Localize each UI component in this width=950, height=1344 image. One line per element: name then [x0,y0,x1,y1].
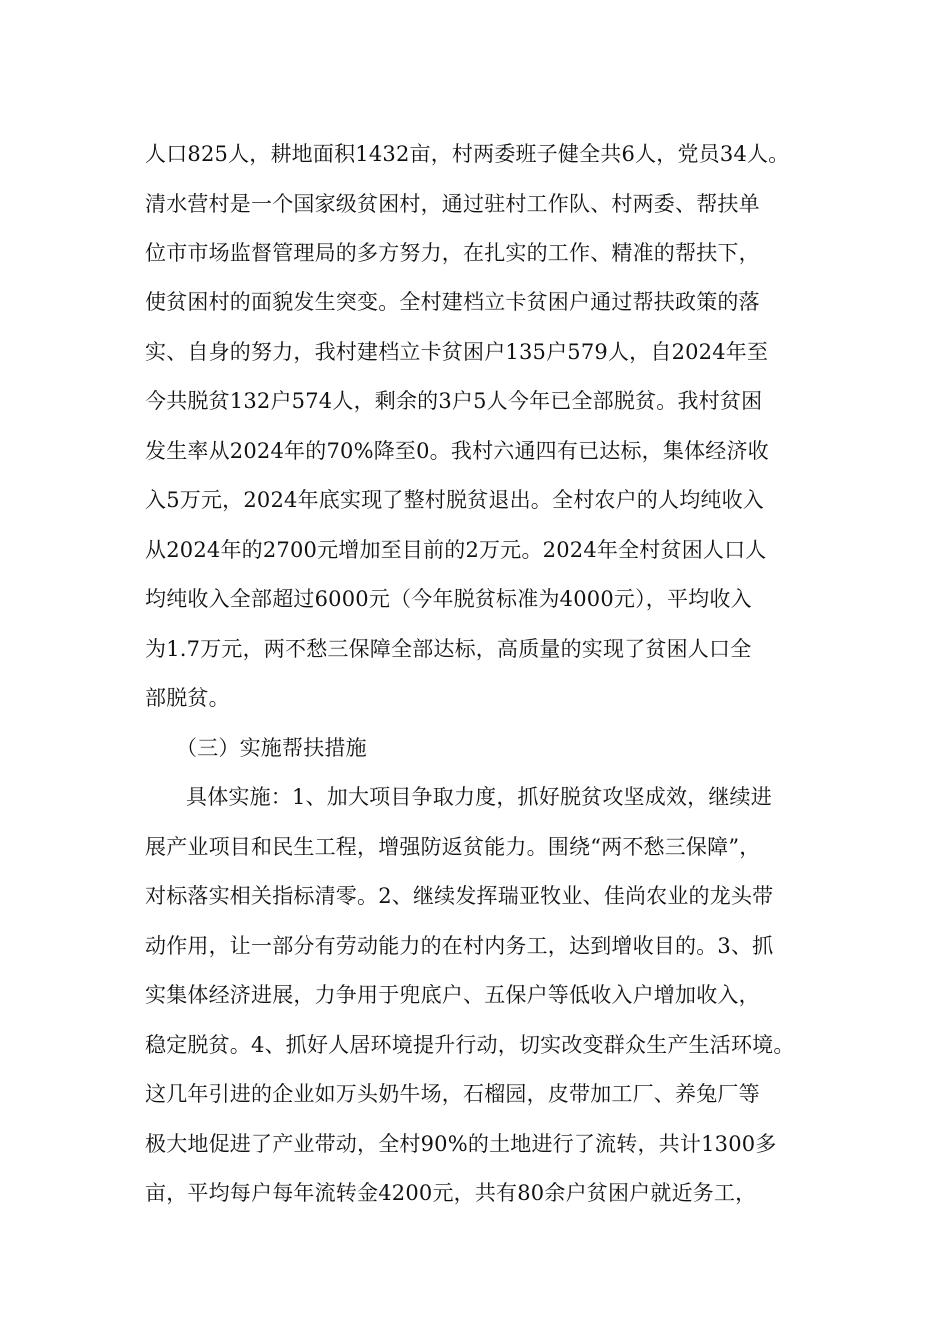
paragraph-line: 为1.7万元，两不愁三保障全部达标，高质量的实现了贫困人口全 [145,637,752,661]
paragraph-line: 均纯收入全部超过6000元（今年脱贫标准为4000元），平均收入 [145,587,752,611]
paragraph-line: 具体实施：1、加大项目争取力度，抓好脱贫攻坚成效，继续进 [186,785,772,809]
paragraph-line: 亩，平均每户每年流转金4200元，共有80余户贫困户就近务工， [145,1181,757,1205]
paragraph-line: 人口825人，耕地面积1432亩，村两委班子健全共6人，党员34人。 [145,142,790,166]
section-heading: （三）实施帮扶措施 [176,736,367,760]
paragraph-line: 今共脱贫132户574人，剩余的3户5人今年已全部脱贫。我村贫困 [145,389,763,413]
paragraph-line: 实、自身的努力，我村建档立卡贫困户135户579人，自2024年至 [145,340,769,364]
paragraph-line: 清水营村是一个国家级贫困村，通过驻村工作队、村两委、帮扶单 [145,192,760,216]
paragraph-line: 这几年引进的企业如万头奶牛场，石榴园，皮带加工厂、养兔厂等 [145,1082,760,1106]
paragraph-line: 位市市场监督管理局的多方努力，在扎实的工作、精准的帮扶下， [145,241,760,265]
paragraph-line: 从2024年的2700元增加至目前的2万元。2024年全村贫困人口人 [145,538,767,562]
paragraph-line: 入5万元，2024年底实现了整村脱贫退出。全村农户的人均纯收入 [145,488,765,512]
paragraph-line: 展产业项目和民生工程，增强防返贫能力。围绕“两不愁三保障”， [145,835,761,859]
paragraph-line: 部脱贫。 [145,686,230,710]
paragraph-line: 实集体经济进展，力争用于兜底户、五保户等低收入户增加收入， [145,983,760,1007]
paragraph-line: 稳定脱贫。4、抓好人居环境提升行动，切实改变群众生产生活环境。 [145,1033,795,1057]
paragraph-line: 使贫困村的面貌发生突变。全村建档立卡贫困户通过帮扶政策的落 [145,290,760,314]
paragraph-line: 对标落实相关指标清零。2、继续发挥瑞亚牧业、佳尚农业的龙头带 [145,884,774,908]
paragraph-line: 极大地促进了产业带动，全村90%的土地进行了流转，共计1300多 [145,1132,777,1156]
paragraph-line: 发生率从2024年的70%降至0。我村六通四有已达标，集体经济收 [145,439,769,463]
paragraph-line: 动作用，让一部分有劳动能力的在村内务工，达到增收目的。3、抓 [145,934,774,958]
